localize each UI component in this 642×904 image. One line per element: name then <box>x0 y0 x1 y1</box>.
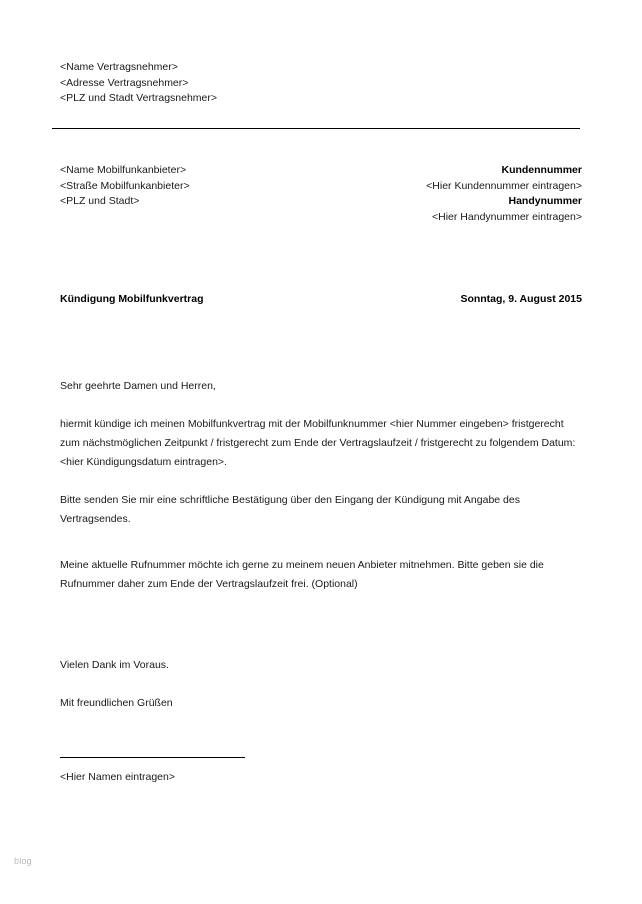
customer-number-label: Kundennummer <box>501 164 582 176</box>
body-paragraph-1: hiermit kündige ich meinen Mobilfunkvertrag mit der Mobilfunknummer <hier Nummer eingeben> fristgerecht zum nächstmöglichen Zeitpunkt / fristgerecht zum Ende der Vertragslaufzeit / fristgerecht zu folgendem Datum: <hier Kündigungsdatum eintragen>. <box>60 418 576 468</box>
recipient-street: <Straße Mobilfunkanbieter> <box>60 179 190 192</box>
reference-block <box>282 163 582 225</box>
customer-number-value: <Hier Kundennummer eintragen> <box>426 179 582 192</box>
subject-line: Kündigung Mobilfunkvertrag <box>60 293 204 305</box>
header-divider <box>52 128 580 129</box>
sender-address-block <box>60 60 440 107</box>
phone-number-label: Handynummer <box>508 195 582 207</box>
sender-city: <PLZ und Stadt Vertragsnehmer> <box>60 92 218 104</box>
salutation: Sehr geehrte Damen und Herren, <box>60 380 216 392</box>
letter-body <box>60 377 582 713</box>
sender-street: <Adresse Vertragsnehmer> <box>60 76 189 89</box>
signature-line <box>60 757 245 758</box>
closing-thanks: Vielen Dank im Voraus. <box>60 659 169 671</box>
footer-watermark: blog <box>14 856 32 866</box>
phone-number-value: <Hier Handynummer eintragen> <box>432 210 582 223</box>
recipient-name: <Name Mobilfunkanbieter> <box>60 164 187 176</box>
body-paragraph-3: Meine aktuelle Rufnummer möchte ich gerne zu meinem neuen Anbieter mitnehmen. Bitte geben sie die Rufnummer daher zum Ende der Vertragslaufzeit frei. (Optional) <box>60 559 544 590</box>
sender-name: <Name Vertragsnehmer> <box>60 61 178 73</box>
body-paragraph-2: Bitte senden Sie mir eine schriftliche Bestätigung über den Eingang der Kündigung mit Angabe des Vertragsendes. <box>60 494 520 525</box>
document-date: Sonntag, 9. August 2015 <box>460 293 582 305</box>
closing-regards: Mit freundlichen Grüßen <box>60 697 173 709</box>
signature-name-placeholder: <Hier Namen eintragen> <box>60 771 175 783</box>
recipient-city: <PLZ und Stadt> <box>60 195 140 207</box>
